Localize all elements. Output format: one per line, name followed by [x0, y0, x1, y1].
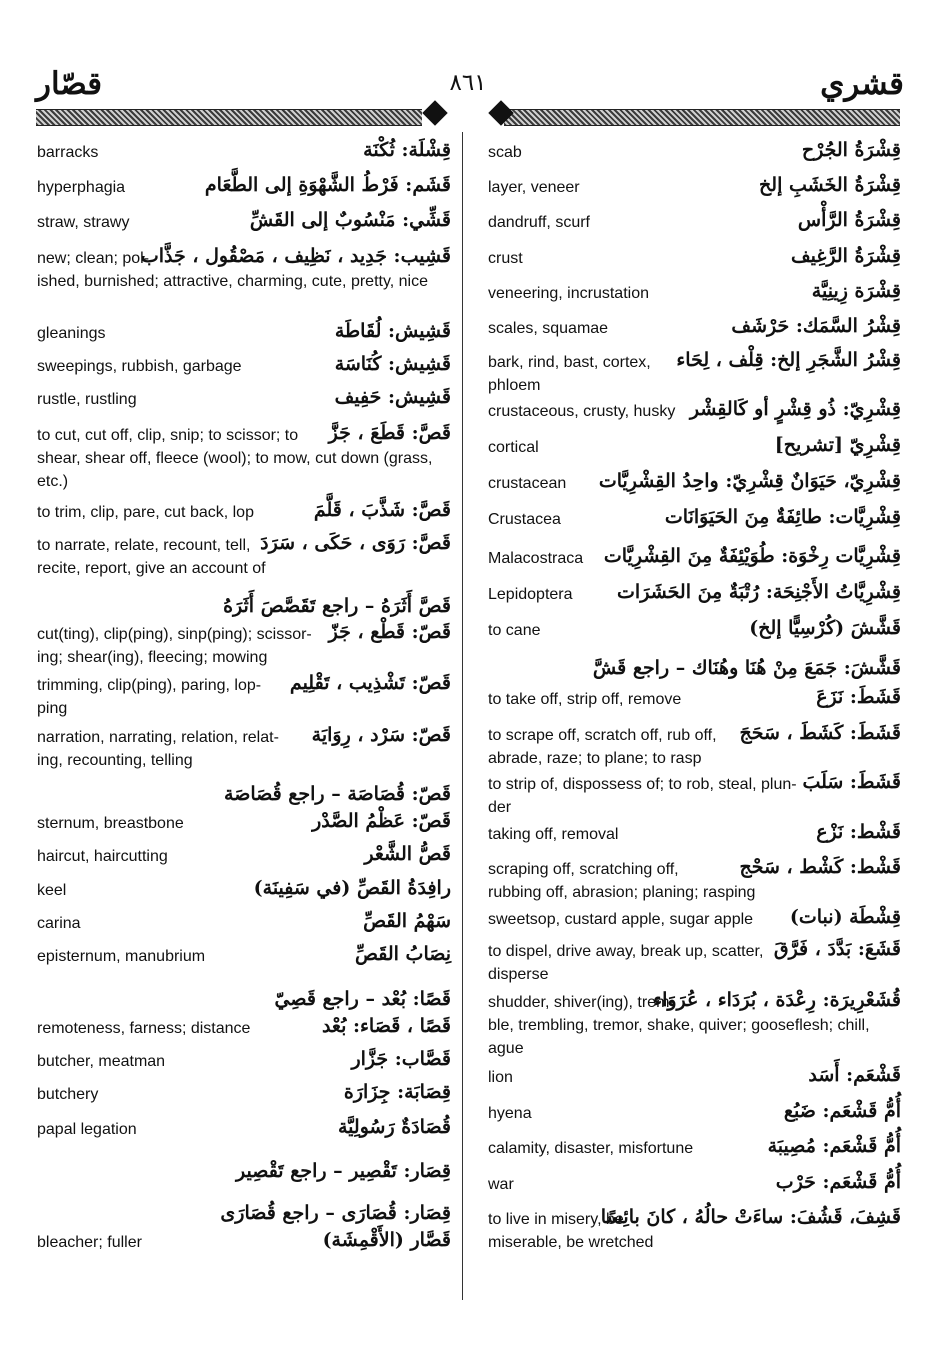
- arabic-headword: قَصّ: قَطْع ، جَزّ: [328, 621, 451, 643]
- arabic-headword: قَصُّ الشَّعْر: [364, 843, 451, 865]
- header-word-left: قصّار: [36, 66, 103, 101]
- english-translation: calamity, disaster, misfortune: [488, 1140, 694, 1157]
- arabic-headword: قَصَّار (الأَقْمِشَة): [322, 1229, 451, 1251]
- diamond-ornament-left: [422, 100, 447, 125]
- english-translation: sweepings, rubbish, garbage: [37, 358, 242, 375]
- english-translation: papal legation: [37, 1121, 137, 1138]
- arabic-headword: قَشِيش: حَفِيف: [334, 386, 451, 408]
- arabic-headword: قِشْطَة (نبات): [789, 906, 901, 928]
- english-translation: to live in misery, be: [488, 1211, 624, 1228]
- arabic-headword: قَشَطَ: كَشَطَ ، سَحَجَ: [739, 722, 901, 744]
- arabic-headword: قَصًا: بُعْد – راجع قَصِيّ: [274, 988, 451, 1010]
- arabic-headword: قَصّ: عَظْمُ الصَّدْر: [312, 810, 451, 832]
- english-translation: scales, squamae: [488, 320, 609, 337]
- arabic-headword: قِشْرَةُ الخَشَبِ إلخ: [759, 174, 901, 196]
- english-translation-continued: phloem: [488, 377, 541, 394]
- english-translation-continued: recite, report, give an account of: [37, 560, 266, 577]
- arabic-headword: قَشْط: نَزْع: [816, 821, 901, 843]
- english-translation: crustacean: [488, 475, 567, 492]
- arabic-headword: قَصّ: سَرْد ، رِوَايَة: [311, 724, 451, 746]
- arabic-headword: قَشِيب: جَدِيد ، نَظِيف ، مَصْقُول ، جَذَّاب: [140, 245, 451, 267]
- arabic-headword: قِشْلَة: ثُكْنَة: [363, 139, 451, 161]
- arabic-headword: قِشْرِيّ [تشريح]: [774, 434, 901, 456]
- english-translation: narration, narrating, relation, relat-: [37, 729, 279, 746]
- arabic-headword: قَشِيش: كُنَاسَة: [334, 353, 451, 375]
- english-translation: trimming, clip(ping), paring, lop-: [37, 677, 262, 694]
- arabic-headword: قَشَّشَ: جَمَعَ مِنْ هُنَا وهُنَاك – راجع قَشَّ: [592, 657, 901, 679]
- header-band-left: [36, 109, 422, 126]
- english-translation: carina: [37, 915, 81, 932]
- arabic-headword: قِشْرِيّ: ذُو قِشْرٍ أو كَالقِشْر: [689, 398, 901, 420]
- arabic-headword: قَشِيش: لُقَاطَة: [334, 320, 451, 342]
- arabic-headword: قِشْرَةُ الجُرْح: [801, 139, 901, 161]
- arabic-headword: قَشَم: فَرْطُ الشَّهْوَةِ إلى الطَّعَام: [204, 174, 451, 196]
- english-translation: scraping off, scratching off,: [488, 861, 679, 878]
- header-word-right: قشري: [820, 66, 904, 101]
- arabic-headword: قِشْرِيَّات رِخْوَة: طُوَيْئِفَةٌ مِنَ القِشْرِيَّات: [603, 545, 901, 567]
- english-translation: barracks: [37, 144, 99, 161]
- english-translation: haircut, haircutting: [37, 848, 168, 865]
- arabic-headword: قِشْرَةُ الرَّأْس: [797, 209, 901, 231]
- english-translation: veneering, incrustation: [488, 285, 649, 302]
- arabic-headword: قِشْرُ الشَّجَرِ إلخ: قِلْف ، لِحَاء: [676, 349, 901, 371]
- english-translation-continued: abrade, raze; to plane; to rasp: [488, 750, 702, 767]
- english-translation: taking off, removal: [488, 826, 619, 843]
- english-translation: episternum, manubrium: [37, 948, 206, 965]
- english-translation: keel: [37, 882, 67, 899]
- arabic-headword: قِشْرَة زِينِيَّة: [811, 280, 901, 302]
- arabic-headword: قَشَّشَ (كُرْسِيًّا إلخ): [749, 617, 901, 639]
- english-translation-continued: ing, recounting, telling: [37, 752, 193, 769]
- english-translation-continued: disperse: [488, 966, 549, 983]
- english-translation: gleanings: [37, 325, 106, 342]
- english-translation: cortical: [488, 439, 539, 456]
- english-translation: new; clean; pol-: [37, 250, 150, 267]
- arabic-headword: قَصَّ: قَطَعَ ، جَزَّ: [328, 422, 451, 444]
- arabic-headword: قَصّ: قُصَاصَة – راجع قُصَاصَة: [224, 783, 451, 805]
- english-translation: butcher, meatman: [37, 1053, 166, 1070]
- arabic-headword: قِشْرِيَّاتُ الأَجْنِحَة: رُتْبَةٌ مِنَ الحَشَرَات: [617, 581, 901, 603]
- english-translation-continued: ping: [37, 700, 68, 717]
- arabic-headword: أُمُّ قَشْعَم: ضَبُع: [783, 1100, 901, 1122]
- header-band-right: [504, 109, 900, 126]
- arabic-headword: قِصَار: تَقْصِير – راجع تَقْصِير: [236, 1160, 451, 1182]
- column-divider: [462, 132, 463, 1300]
- english-translation-continued: der: [488, 799, 512, 816]
- english-translation: sternum, breastbone: [37, 815, 184, 832]
- arabic-headword: قَشِفَ، قَشُفَ: ساءَتْ حالُهُ ، كانَ بائِسًا: [600, 1206, 901, 1228]
- arabic-headword: قَشْعَم: أَسَد: [808, 1064, 901, 1086]
- arabic-headword: قَصَّ: شَذَّبَ ، قَلَّمَ: [313, 499, 451, 521]
- arabic-headword: قَشِّي: مَنْسُوبٌ إلى القَشِّ: [249, 209, 451, 231]
- arabic-headword: قَصًا ، قَصَاء: بُعْد: [321, 1015, 451, 1037]
- english-translation: dandruff, scurf: [488, 214, 590, 231]
- arabic-headword: أُمُّ قَشْعَم: مُصِيبَة: [767, 1135, 901, 1157]
- english-translation: to dispel, drive away, break up, scatter,: [488, 943, 764, 960]
- english-translation-continued: shear, shear off, fleece (wool); to mow, cut down (grass, etc.): [37, 450, 433, 490]
- english-translation-continued: ble, trembling, tremor, shake, quiver; gooseflesh; chill, ague: [488, 1017, 870, 1057]
- arabic-headword: قَشَطَ: سَلَبَ: [802, 771, 901, 793]
- english-translation: remoteness, farness; distance: [37, 1020, 251, 1037]
- english-translation: sweetsop, custard apple, sugar apple: [488, 911, 754, 928]
- page-number: ٨٦١: [449, 70, 487, 95]
- arabic-headword: قَشَطَ: نَزَعَ: [816, 686, 901, 708]
- english-translation: to cane: [488, 622, 541, 639]
- arabic-headword: سَهْمُ القَصِّ: [363, 910, 451, 932]
- english-translation-continued: ing; shear(ing), fleecing; mowing: [37, 649, 268, 666]
- english-translation: Malacostraca: [488, 550, 584, 567]
- english-translation: bark, rind, bast, cortex,: [488, 354, 651, 371]
- arabic-headword: رافِدَةُ القَصِّ (في سَفِينَة): [253, 877, 451, 899]
- english-translation: lion: [488, 1069, 513, 1086]
- arabic-headword: قِصَابَة: جِزَارَة: [343, 1081, 451, 1103]
- arabic-headword: نِصَابُ القَصِّ: [354, 943, 451, 965]
- english-translation: crust: [488, 250, 523, 267]
- arabic-headword: قَصَّاب: جَزَّار: [351, 1048, 451, 1070]
- english-translation: to take off, strip off, remove: [488, 691, 682, 708]
- english-translation: crustaceous, crusty, husky: [488, 403, 676, 420]
- english-translation: to trim, clip, pare, cut back, lop: [37, 504, 254, 521]
- arabic-headword: قِشْرِيّ، حَيَوَانٌ قِشْرِيّ: واحِدُ القِشْرِيَّات: [598, 470, 901, 492]
- arabic-headword: قُصَادَةٌ رَسُولِيَّة: [338, 1116, 451, 1138]
- arabic-headword: قِشْرِيَّات: طائِفَةٌ مِنَ الحَيَوَانَات: [664, 506, 901, 528]
- english-translation: to cut, cut off, clip, snip; to scissor; to: [37, 427, 299, 444]
- arabic-headword: قَشَعَ: بَدَّدَ ، فَرَّقَ: [773, 938, 901, 960]
- english-translation: to narrate, relate, recount, tell,: [37, 537, 251, 554]
- arabic-headword: قِصَار: قُصَارَى – راجع قُصَارَى: [220, 1202, 451, 1224]
- english-translation: to strip of, dispossess of; to rob, steal, plun-: [488, 776, 797, 793]
- arabic-headword: قِشْرُ السَّمَك: حَرْشَف: [731, 315, 901, 337]
- english-translation: to scrape off, scratch off, rub off,: [488, 727, 717, 744]
- arabic-headword: قَصَّ أَثَرَهُ – راجع تَقَصَّصَ أَثَرَهُ: [223, 595, 451, 617]
- arabic-headword: أُمُّ قَشْعَم: حَرْب: [775, 1171, 901, 1193]
- english-translation: Lepidoptera: [488, 586, 573, 603]
- arabic-headword: قُشَعْرِيرَة: رِعْدَة ، بُرَدَاء ، عُرَوَاء: [653, 989, 901, 1011]
- english-translation: scab: [488, 144, 522, 161]
- english-translation: cut(ting), clip(ping), sinp(ping); scissor-: [37, 626, 312, 643]
- english-translation: shudder, shiver(ing), trem-: [488, 994, 675, 1011]
- english-translation: bleacher; fuller: [37, 1234, 142, 1251]
- english-translation: hyena: [488, 1105, 532, 1122]
- arabic-headword: قَصَّ: رَوَى ، حَكَى ، سَرَدَ: [260, 532, 451, 554]
- english-translation: war: [488, 1176, 514, 1193]
- english-translation: straw, strawy: [37, 214, 130, 231]
- arabic-headword: قِشْرَةُ الرَّغِيف: [791, 245, 901, 267]
- english-translation: layer, veneer: [488, 179, 580, 196]
- english-translation-continued: miserable, be wretched: [488, 1234, 654, 1251]
- english-translation: rustle, rustling: [37, 391, 137, 408]
- arabic-headword: قَشْط: كَشْط ، سَحْج: [739, 856, 901, 878]
- arabic-headword: قَصّ: تَشْذِيب ، تَقْلِيم: [289, 672, 451, 694]
- english-translation-continued: rubbing off, abrasion; planing; rasping: [488, 884, 756, 901]
- english-translation: butchery: [37, 1086, 99, 1103]
- english-translation-continued: ished, burnished; attractive, charming, cute, pretty, nice: [37, 273, 429, 290]
- english-translation: hyperphagia: [37, 179, 126, 196]
- english-translation: Crustacea: [488, 511, 561, 528]
